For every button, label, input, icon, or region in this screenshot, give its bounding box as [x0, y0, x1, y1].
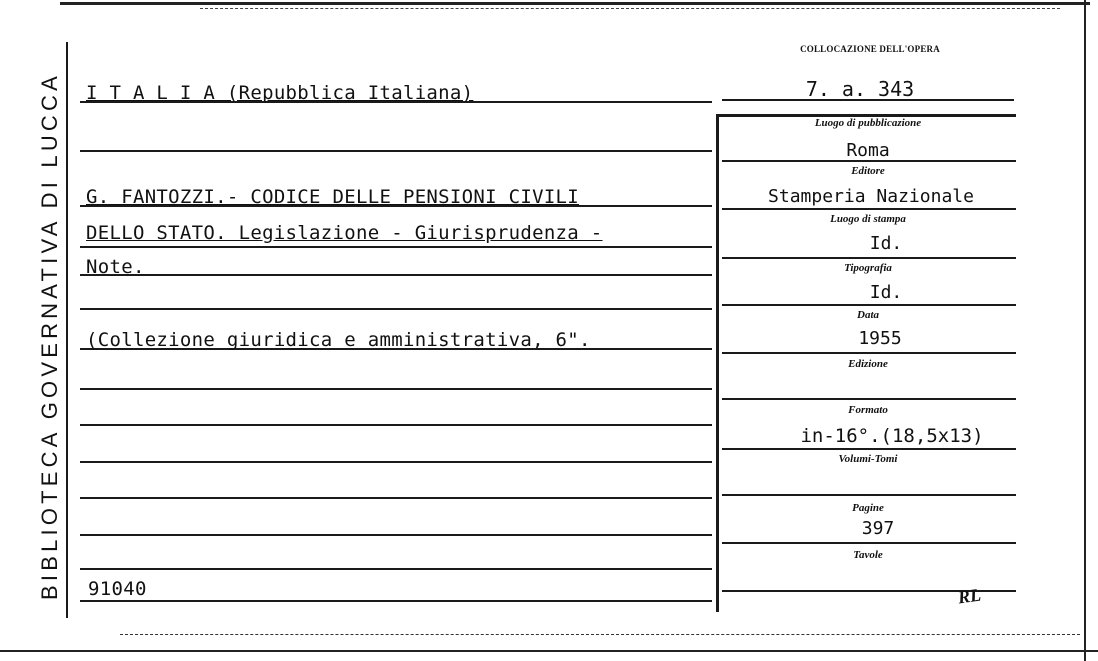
collocazione-label: COLLOCAZIONE DELL'OPERA	[800, 44, 940, 54]
field-label-luogo-stampa: Luogo di stampa	[830, 213, 906, 225]
inventory-number: 91040	[88, 578, 147, 600]
catalog-heading: I T A L I A (Repubblica Italiana)	[86, 82, 474, 104]
field-value-tipografia: Id.	[869, 282, 903, 303]
field-label-tipografia: Tipografia	[844, 262, 892, 274]
scan-edge-bottom	[0, 628, 1098, 658]
field-value-luogo-pubblicazione: Roma	[846, 140, 890, 161]
field-value-pagine: 397	[861, 518, 895, 539]
handwritten-initials: RL	[956, 584, 983, 608]
field-label-tavole: Tavole	[853, 549, 883, 561]
library-stamp: BIBLIOTECA GOVERNATIVA DI LUCCA	[37, 72, 62, 600]
collocazione-value: 7. a. 343	[805, 77, 915, 101]
field-label-edizione: Edizione	[848, 358, 888, 370]
field-label-formato: Formato	[848, 404, 888, 416]
field-label-pagine: Pagine	[852, 502, 884, 514]
scan-edge-top	[0, 2, 1098, 12]
field-value-formato: in-16°.(18,5x13)	[800, 425, 984, 447]
left-margin-line	[66, 42, 68, 618]
field-value-data: 1955	[858, 328, 902, 349]
scan-edge-right	[1084, 0, 1086, 661]
field-label-editore: Editore	[851, 165, 885, 177]
field-value-editore: Stamperia Nazionale	[768, 186, 974, 207]
field-label-volumi-tomi: Volumi-Tomi	[838, 453, 898, 465]
series-note: (Collezione giuridica e amministrativa, 6".	[86, 329, 591, 351]
author-title-line-2: DELLO STATO. Legislazione - Giurisprudenza -	[86, 222, 603, 244]
author-title-line-1: G. FANTOZZI.- CODICE DELLE PENSIONI CIVILI	[86, 186, 580, 208]
field-label-luogo-pubblicazione: Luogo di pubblicazione	[814, 117, 922, 129]
field-value-luogo-stampa: Id.	[869, 233, 903, 254]
field-label-data: Data	[857, 309, 879, 321]
author-title-line-3: Note.	[86, 256, 145, 278]
